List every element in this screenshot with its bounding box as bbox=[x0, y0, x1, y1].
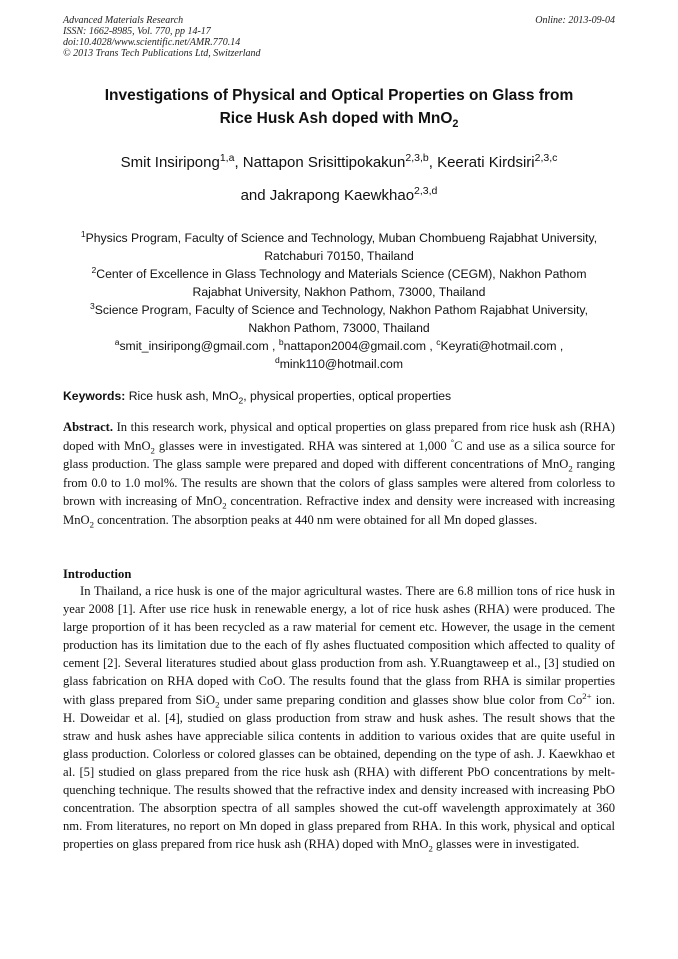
email-line-1 bbox=[63, 337, 615, 355]
affiliation-text: Center of Excellence in Glass Technology and Materials Science (CEGM), Nakhon Pathom bbox=[96, 267, 587, 281]
authors-line-2 bbox=[63, 179, 615, 212]
affiliations bbox=[63, 229, 615, 373]
intro-text: ion. H. Doweidar et al. [4], studied on glass production from straw and husk ashes. The result shows that the straw and husk ashes have appreciable silica contents in addition to various oxides that are quite useful in glass production. Colorless or colored glasses can be obtained, depending on the type of ash. J. Kaewkhao et al. [5] studied on glass prepared from the rice husk ash (RHA) with different PbO concentrations by melt-quenching technique. The results showed that the refractive index and density increased with increasing PbO concentration. The absorption spectra of all samples showed the cut-off wavelength approximately at 360 nm. From literatures, no report on Mn doped in glass prepared from RHA. In this work, physical and optical properties on glass prepared from rice husk ash (RHA) doped with MnO bbox=[63, 692, 616, 852]
author-affil-sup: 2,3,d bbox=[414, 185, 438, 197]
affiliation-sup: 3 bbox=[90, 300, 95, 311]
email-separator: , bbox=[556, 339, 564, 353]
abstract-text: concentration. Refractive index and density were increased with increasing MnO bbox=[63, 494, 615, 527]
affiliation-3-cont: Nakhon Pathom, 73000, Thailand bbox=[248, 321, 430, 335]
journal-header bbox=[63, 15, 615, 59]
intro-text: under same preparing condition and glasses show blue color from Co bbox=[219, 692, 583, 707]
title-line-2-text: Rice Husk Ash doped with MnO bbox=[219, 110, 453, 127]
email-sup: b bbox=[278, 336, 284, 347]
abstract-label: Abstract. bbox=[63, 420, 114, 434]
journal-doi: doi:10.4028/www.scientific.net/AMR.770.14 bbox=[63, 37, 241, 48]
title-line-2 bbox=[63, 107, 615, 130]
keywords-label: Keywords: bbox=[63, 389, 126, 403]
journal-issn: ISSN: 1662-8985, Vol. 770, pp 14-17 bbox=[63, 26, 211, 37]
email-separator: , bbox=[426, 339, 437, 353]
author-name: Keerati Kirdsiri bbox=[437, 154, 535, 171]
keywords bbox=[63, 388, 615, 404]
email-link[interactable]: mink110@hotmail.com bbox=[279, 357, 403, 371]
intro-text: glasses were in investigated. bbox=[432, 837, 580, 852]
affiliation-1 bbox=[63, 229, 615, 247]
author-name: and Jakrapong Kaewkhao bbox=[240, 187, 415, 204]
journal-copyright: © 2013 Trans Tech Publications Ltd, Switzerland bbox=[63, 48, 261, 59]
online-date: Online: 2013-09-04 bbox=[535, 15, 615, 26]
email-separator: , bbox=[268, 339, 279, 353]
abstract-subscript: 2 bbox=[568, 463, 573, 474]
author-affil-sup: 2,3,b bbox=[405, 152, 429, 164]
intro-subscript: 2 bbox=[428, 843, 433, 854]
author-name: Smit Insiripong bbox=[120, 154, 220, 171]
title-line-1: Investigations of Physical and Optical Properties on Glass from bbox=[104, 87, 574, 104]
affiliation-1-cont: Ratchaburi 70150, Thailand bbox=[264, 249, 414, 263]
keywords-text: , physical properties, optical properties bbox=[243, 389, 452, 403]
affiliation-text: Physics Program, Faculty of Science and Technology, Muban Chombueng Rajabhat University, bbox=[85, 231, 598, 245]
abstract-subscript: 2 bbox=[150, 445, 155, 456]
abstract-subscript: 2 bbox=[89, 519, 94, 530]
email-sup: c bbox=[436, 336, 441, 347]
intro-text: In Thailand, a rice husk is one of the major agricultural wastes. There are 6.8 million tons of rice husk in year 2008 [1]. After use rice husk in renewable energy, a lot of rice husk ashes (RHA) were produced. The large proportion of it has been recycled as a raw material for cement etc. However, the usage in the cement production has its limitation due to the each of fly ashes fluctuated composition which affected to quality of cement [2]. Several literatures studied about glass production from ash. Y.Ruangtaweep et al., [3] studied on glass fabrication on RHA doped with CoO. The results found that the glass from RHA is similar properties with glass prepared from SiO bbox=[63, 584, 615, 707]
keywords-subscript: 2 bbox=[238, 395, 244, 406]
abstract-text: concentration. The absorption peaks at 440 nm were obtained for all Mn doped glasses. bbox=[94, 512, 538, 527]
affiliation-sup: 2 bbox=[91, 264, 97, 275]
email-sup: d bbox=[275, 354, 280, 365]
abstract-subscript: 2 bbox=[222, 500, 227, 511]
author-list bbox=[63, 146, 615, 212]
email-sup: a bbox=[114, 336, 120, 347]
abstract-text: glasses were in investigated. RHA was sintered at 1,000 bbox=[154, 438, 451, 453]
degree-symbol: ° bbox=[450, 436, 455, 447]
section-heading-introduction: Introduction bbox=[63, 567, 132, 581]
paper-title bbox=[63, 84, 615, 130]
intro-subscript: 2 bbox=[215, 699, 220, 710]
affiliation-3 bbox=[63, 301, 615, 319]
email-link[interactable]: smit_insiripong@gmail.com bbox=[119, 339, 269, 353]
affiliation-sup: 1 bbox=[80, 228, 86, 239]
journal-name: Advanced Materials Research bbox=[63, 15, 184, 26]
authors-line-1: Smit Insiripong$^{1,a}$, Nattapon Srisittipokakun$^{2,3,b}$, Keerati Kirdsiri$^{2,3,c}$ bbox=[120, 152, 558, 171]
affiliation-2 bbox=[63, 265, 615, 283]
abstract-text: ranging from 0.0 to 1.0 mol%. The results are shown that the colors of glass samples were altered from colorless to brown with increasing of MnO bbox=[63, 457, 616, 508]
title-subscript: 2 bbox=[452, 118, 459, 131]
email-link[interactable]: nattapon2004@gmail.com bbox=[283, 339, 427, 353]
affiliation-2-cont: Rajabhat University, Nakhon Pathom, 73000, Thailand bbox=[192, 285, 486, 299]
author-name: Nattapon Srisittipokakun bbox=[242, 154, 406, 171]
author-affil-sup: 2,3,c bbox=[534, 152, 558, 164]
abstract-text: C and use as a silica source for glass production. The glass sample were prepared and doped with different concentrations of MnO bbox=[63, 438, 615, 471]
email-link[interactable]: Keyrati@hotmail.com bbox=[440, 339, 557, 353]
affiliation-text: Science Program, Faculty of Science and Technology, Nakhon Pathom Rajabhat University, bbox=[94, 303, 588, 317]
introduction-paragraph bbox=[63, 582, 615, 853]
abstract bbox=[63, 418, 615, 529]
email-line-2 bbox=[63, 355, 615, 373]
keywords-text: Rice husk ash, MnO bbox=[125, 389, 239, 403]
abstract-text: In this research work, physical and optical properties on glass prepared from rice husk ash (RHA) doped with MnO bbox=[63, 420, 615, 453]
intro-superscript: 2+ bbox=[582, 690, 592, 701]
author-affil-sup: 1,a bbox=[219, 152, 235, 164]
